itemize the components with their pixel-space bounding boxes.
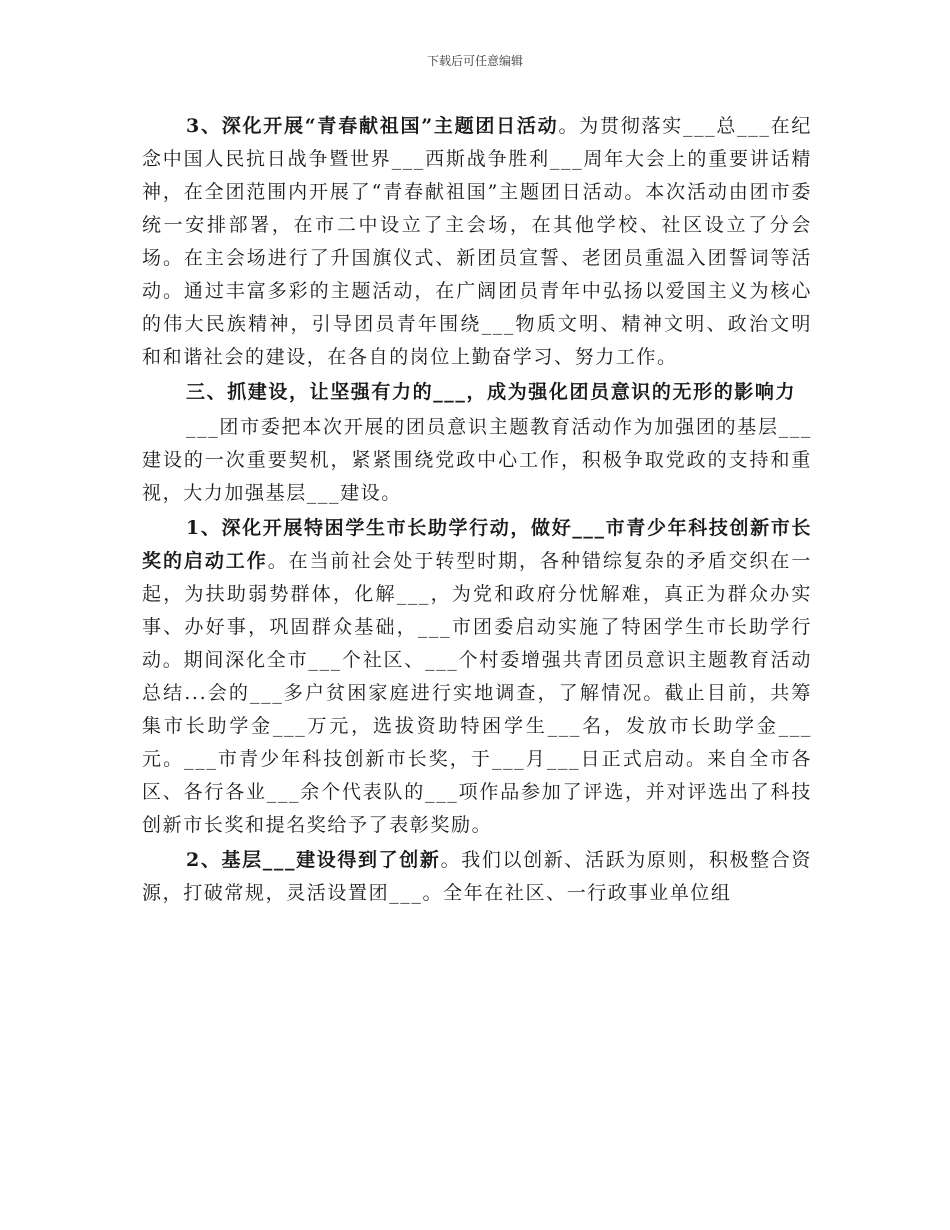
page-header: 下载后可任意编辑	[426, 54, 523, 68]
paragraph-youth-activity	[142, 110, 812, 374]
document-body	[142, 110, 812, 910]
paragraph-text: ___团市委把本次开展的团员意识主题教育活动作为加强团的基层___建设的一次重要契机，紧紧围绕党政中心工作，积极争取党政的支持和重视，大力加强基层___建设。	[142, 416, 812, 504]
paragraph-text: 。为贯彻落实___总___在纪念中国人民抗日战争暨世界___西斯战争胜利___周年大会上的重要讲话精神，在全团范围内开展了“青春献祖国”主题团日活动。本次活动由团市委统一安排部署，在市二中设立了主会场，在其他学校、社区设立了分会场。在主会场进行了升国旗仪式、新团员宣誓、老团员重温入团誓词等活动。通过丰富多彩的主题活动，在广阔团员青年中弘扬以爱国主义为核心的伟大民族精神，引导团员青年围绕___物质文明、精神文明、政治文明和和谐社会的建设，在各自的岗位上勤奋学习、努力工作。	[142, 115, 812, 368]
paragraph-text: 。在当前社会处于转型时期，各种错综复杂的矛盾交织在一起，为扶助弱势群体，化解___，为党和政府分忧解难，真正为群众办实事、办好事，巩固群众基础，___市团委启动实施了特困学生市长助学行动。期间深化全市___个社区、___个村委增强共青团员意识主题教育活动总结...会的___多户贫困家庭进行实地调查，了解情况。截止目前，共筹集市长助学金___万元，选拔资助特困学生___名，发放市长助学金___元。___市青少年科技创新市长奖，于___月___日正式启动。来自全市各区、各行各业___余个代表队的___项作品参加了评选，并对评选出了科技创新市长奖和提名奖给予了表彰奖励。	[142, 550, 812, 836]
paragraph-heading: 2、基层___建设得到了创新	[186, 849, 441, 871]
section-heading-construction	[142, 376, 812, 409]
paragraph-heading: 1、深化开展特困学生市长助学行动，做好___市青少年科技创新市长奖的启动工作	[142, 517, 812, 572]
paragraph-heading: 3、深化开展“青春献祖国”主题团日活动	[186, 115, 559, 137]
paragraph-text: 。我们以创新、活跃为原则，积极整合资源，打破常规，灵活设置团___。全年在社区、一行政事业单位组	[142, 849, 812, 904]
section-heading-text: 三、抓建设，让坚强有力的___，成为强化团员意识的无形的影响力	[186, 381, 797, 403]
paragraph-mayor-aid	[142, 512, 812, 842]
paragraph-intro	[142, 411, 812, 510]
paragraph-grassroots	[142, 844, 812, 910]
